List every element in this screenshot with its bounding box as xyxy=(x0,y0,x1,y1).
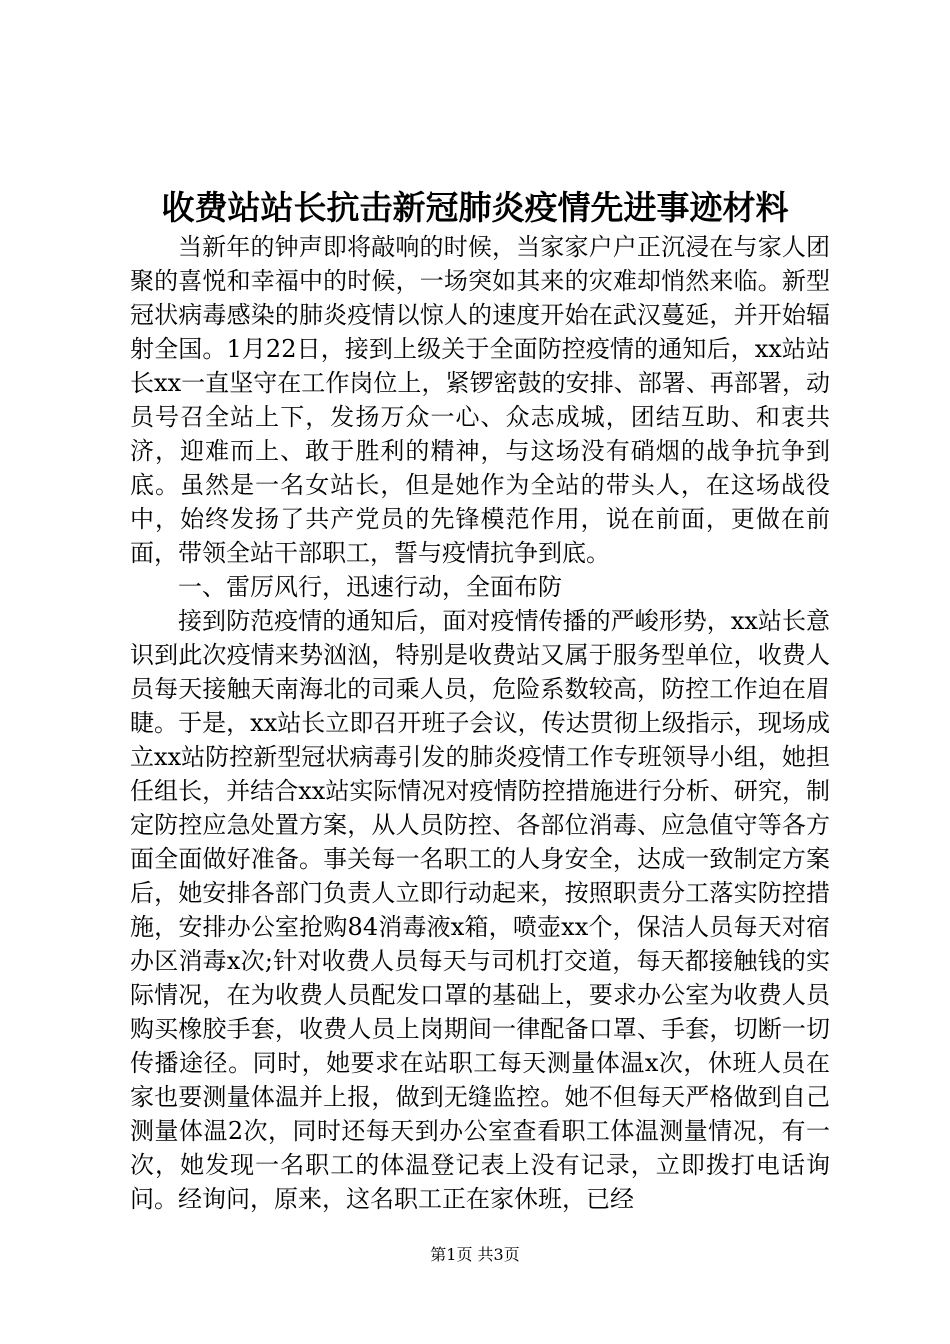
document-body xyxy=(130,230,830,1216)
paragraph-intro: 当新年的钟声即将敲响的时候，当家家户户正沉浸在与家人团聚的喜悦和幸福中的时候，一场突如其来的灾难却悄然来临。新型冠状病毒感染的肺炎疫情以惊人的速度开始在武汉蔓延，并开始辐射全国。1月22日，接到上级关于全面防控疫情的通知后，xx站站长xx一直坚守在工作岗位上，紧锣密鼓的安排、部署、再部署，动员号召全站上下，发扬万众一心、众志成城，团结互助、和衷共济，迎难而上、敢于胜利的精神，与这场没有硝烟的战争抗争到底。虽然是一名女站长，但是她作为全站的带头人，在这场战役中，始终发扬了共产党员的先锋模范作用，说在前面，更做在前面，带领全站干部职工，誓与疫情抗争到底。 xyxy=(130,233,830,567)
page-footer: 第1页 共3页 xyxy=(430,1245,520,1264)
document-title: 收费站站长抗击新冠肺炎疫情先进事迹材料 xyxy=(161,188,789,227)
section-heading: 一、雷厉风行，迅速行动，全面布防 xyxy=(178,573,562,601)
paragraph-section-one: 接到防范疫情的通知后，面对疫情传播的严峻形势，xx站长意识到此次疫情来势汹汹，特别是收费站又属于服务型单位，收费人员每天接触天南海北的司乘人员，危险系数较高，防控工作迫在眉睫。于是，xx站长立即召开班子会议，传达贯彻上级指示，现场成立xx站防控新型冠状病毒引发的肺炎疫情工作专班领导小组，她担任组长，并结合xx站实际情况对疫情防控措施进行分析、研究，制定防控应急处置方案，从人员防控、各部位消毒、应急值守等各方面全面做好准备。事关每一名职工的人身安全，达成一致制定方案后，她安排各部门负责人立即行动起来，按照职责分工落实防控措施，安排办公室抢购84消毒液x箱，喷壶xx个，保洁人员每天对宿办区消毒x次;针对收费人员每天与司机打交道，每天都接触钱的实际情况，在为收费人员配发口罩的基础上，要求办公室为收费人员购买橡胶手套，收费人员上岗期间一律配备口罩、手套，切断一切传播途径。同时，她要求在站职工每天测量体温x次，休班人员在家也要测量体温并上报，做到无缝监控。她不但每天严格做到自己测量体温2次，同时还每天到办公室查看职工体温测量情况，有一次，她发现一名职工的体温登记表上没有记录，立即拨打电话询问。经询问，原来，这名职工正在家休班，已经 xyxy=(130,607,830,1213)
